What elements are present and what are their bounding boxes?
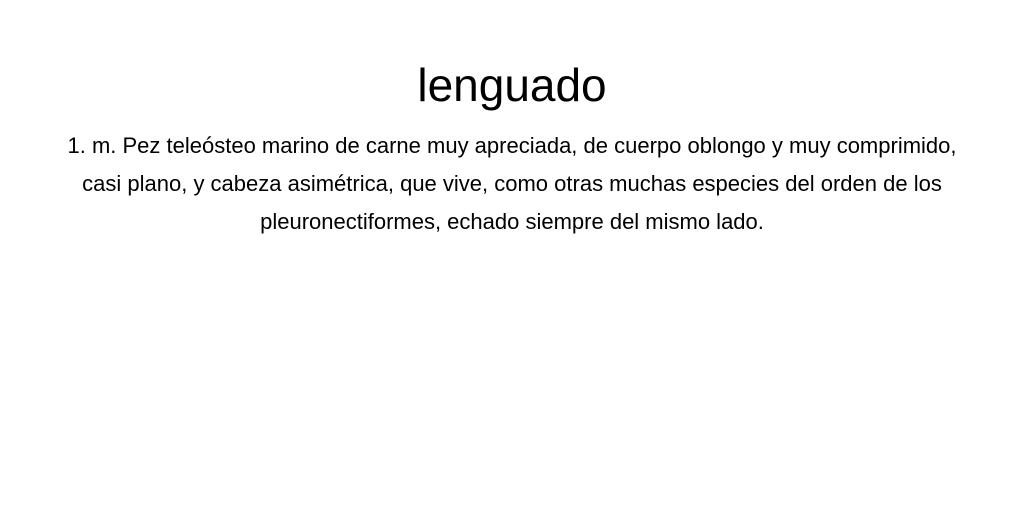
definition-text: 1. m. Pez teleósteo marino de carne muy apreciada, de cuerpo oblongo y muy comprimido, casi plano, y cabeza asimétrica, que vive, como otras muchas especies del orden de los pleuronectiformes, echado siempre del mismo lado. [67,133,957,234]
headword: lenguado [417,59,607,111]
